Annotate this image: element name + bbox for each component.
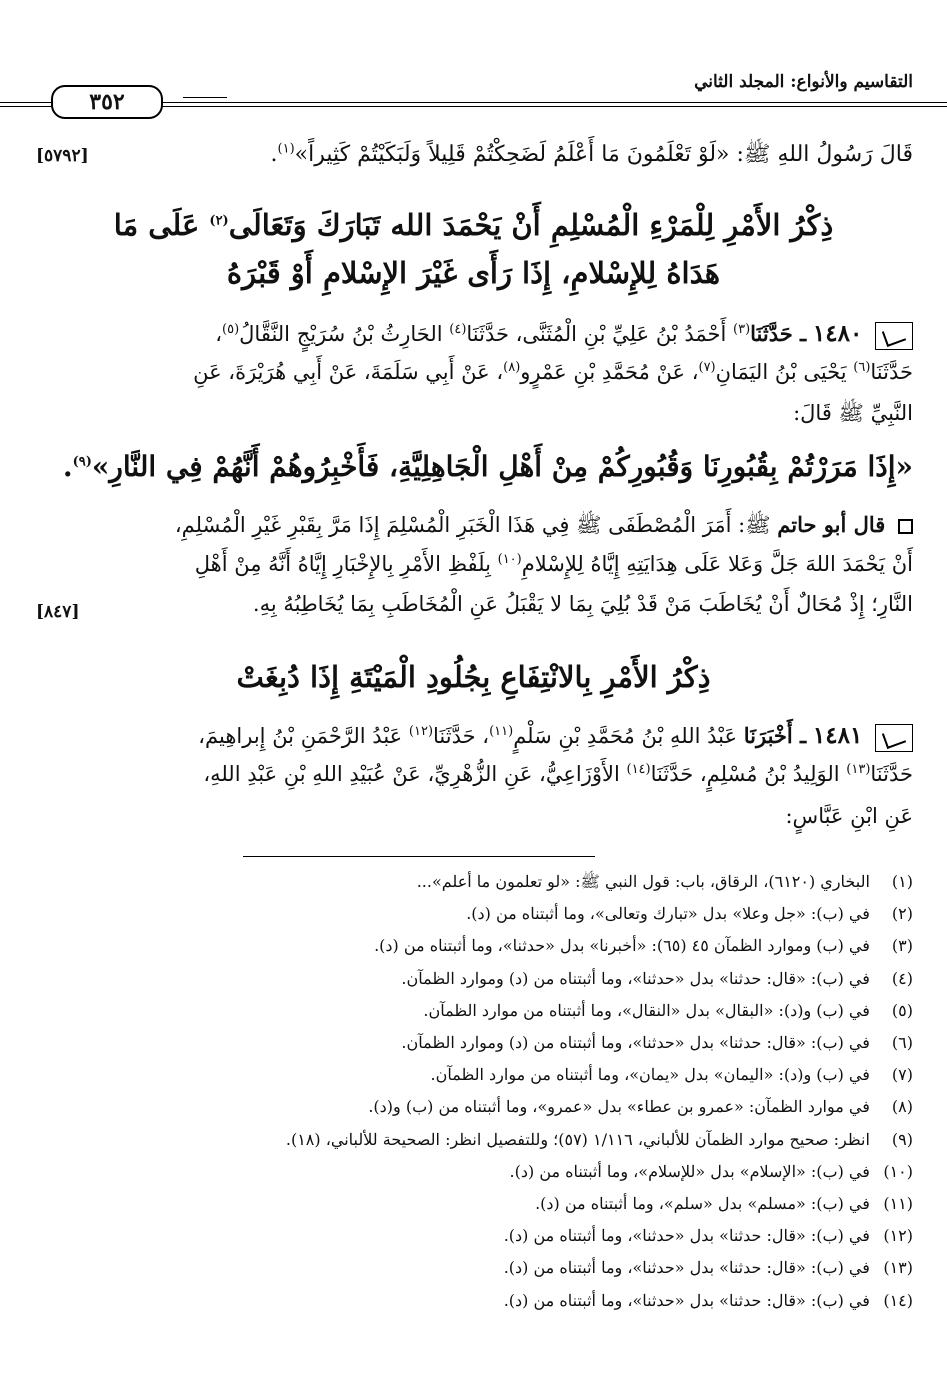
footnote-text: في (ب): «قال: حدثنا» بدل «حدثنا»، وما أثبتناه من (د) وموارد الظمآن. — [401, 968, 870, 988]
footnote-marker: (١٠) — [497, 552, 522, 567]
hadith-1480-chain-line-1 — [34, 320, 913, 350]
chain-text: الحَارِثُ بْنُ سُرَيْجٍ النَّقَّالُ — [239, 322, 443, 346]
footnote — [40, 1162, 913, 1181]
footnote — [40, 1194, 913, 1213]
footnote-text: في (ب): «الإسلام» بدل «للإسلام»، وما أثبتناه من (د). — [509, 1161, 870, 1181]
hadith-1481-chain-line-3: عَنِ ابْنِ عَبَّاسٍ: — [785, 804, 913, 828]
footnote-marker: (٢) — [209, 213, 229, 229]
footnote-number: (٤) — [891, 968, 913, 988]
footnote — [40, 904, 913, 923]
footnote-separator — [243, 856, 595, 857]
chain-text: أَحْمَدُ بْنُ عَلِيِّ بْنِ الْمُثَنَّى، حَدَّثَنَا — [466, 322, 727, 346]
footnote-number: (١٢) — [883, 1226, 913, 1246]
footnote-marker: (٤) — [449, 322, 467, 337]
chain-text: الأَوْزَاعِيُّ، عَنِ الزُّهْرِيِّ، عَنْ عُبَيْدِ اللهِ بْنِ عَبْدِ اللهِ، — [203, 762, 620, 786]
chain-text: ، عَنْ أَبِي سَلَمَةَ، عَنْ أَبِي هُرَيْرَةَ، عَنِ — [193, 360, 504, 384]
footnote — [40, 1130, 913, 1149]
chain-text: ، عَنْ مُحَمَّدِ بْنِ عَمْرٍو — [520, 360, 699, 384]
footnote-marker: (١١) — [489, 724, 514, 739]
footnote-number: (٣) — [891, 936, 913, 956]
footnote-number: (٨) — [891, 1097, 913, 1117]
footnote — [40, 936, 913, 955]
footnote — [40, 1033, 913, 1052]
footnote-marker: (٩) — [72, 454, 92, 470]
hadith-reference: [٥٧٩٢] — [36, 146, 89, 166]
footnote — [40, 1097, 913, 1116]
commentary-line-3: النَّارِ؛ إِذْ مُحَالٌ أَنْ يُخَاطَبَ مَنْ قَدْ بُلِيَ بِمَا لا يَقْبَلُ عَنِ الْمُخَاطَبِ بِمَا يُخَاطِبُهُ بِهِ. — [252, 592, 913, 616]
commentary-text: بِلَفْظِ الأَمْرِ بِالإِخْبَارِ إِيَّاهُ أَنَّهُ مِنْ أَهْلِ — [194, 552, 491, 576]
footnote-number: (١٤) — [883, 1290, 913, 1310]
footnote-number: (١) — [891, 872, 913, 891]
footnote-number: (٦) — [891, 1033, 913, 1052]
chain-text: عَبْدُ الرَّحْمَنِ بْنُ إِبراهِيمَ، — [198, 724, 403, 748]
footnote-number: (٧) — [891, 1065, 913, 1085]
footnote-text: في (ب): «قال: حدثنا» بدل «حدثنا»، وما أثبتناه من (د). — [503, 1290, 870, 1310]
footnote-text: انظر: صحيح موارد الظمآن للألباني، ١/١١٦ (٥٧)؛ وللتفصيل انظر: الصحيحة للألباني، (١٨). — [285, 1129, 870, 1149]
chain-text: يَحْيَى بْنُ اليَمَانِ — [715, 360, 847, 384]
page-number: ٣٥٢ — [51, 85, 163, 119]
chain-text: عَبْدُ اللهِ بْنُ مُحَمَّدِ بْنِ سَلْمٍ — [513, 724, 738, 748]
commentary-line-2 — [34, 552, 913, 576]
hadith-1481-chain-line-1 — [34, 722, 913, 752]
intro-text: قَالَ رَسُولُ اللهِ ﷺ: «لَوْ تَعْلَمُونَ مَا أَعْلَمُ لَضَحِكْتُمْ قَلِيلاً وَلَبَكَيْتُمْ كَثِيراً» — [294, 142, 913, 167]
heading-text: ذِكْرُ الأَمْرِ لِلْمَرْءِ الْمُسْلِمِ أَنْ يَحْمَدَ الله تَبَارَكَ وَتَعَالَى — [228, 208, 834, 242]
footnote — [40, 1258, 913, 1277]
footnote — [40, 1065, 913, 1084]
footnote-text: في (ب) و(د): «اليمان» بدل «يمان»، وما أثبتناه من موارد الظمآن. — [430, 1065, 870, 1085]
footnote-number: (١١) — [883, 1194, 913, 1213]
running-header-title: التقاسيم والأنواع: المجلد الثاني — [694, 72, 913, 92]
footnote — [40, 1226, 913, 1245]
chain-text: حَدَّثَنَا — [870, 360, 913, 384]
footnote-number: (٥) — [891, 1000, 913, 1020]
footnote — [40, 1291, 913, 1310]
commentary-line-1 — [34, 512, 913, 543]
footnote-marker: (١٣) — [846, 762, 871, 777]
footnote-marker: (٧) — [698, 360, 716, 375]
footnote-marker: (٨) — [503, 360, 521, 375]
footnote — [40, 1001, 913, 1020]
chain-text: الوَلِيدُ بْنُ مُسْلِمٍ، حَدَّثَنَا — [650, 762, 840, 786]
footnote-text: في (ب): «قال: حدثنا» بدل «حدثنا»، وما أثبتناه من (د) وموارد الظمآن. — [401, 1033, 870, 1052]
hadith-1480-text — [34, 450, 913, 483]
intro-line — [34, 140, 913, 172]
footnote-text: البخاري (٦١٢٠)، الرقاق، باب: قول النبي ﷺ: «لو تعلمون ما أعلم»... — [416, 872, 870, 891]
commentary-square-icon — [898, 519, 913, 534]
hadith-number: ١٤٨٠ — [812, 320, 863, 347]
chain-verb: ـ حَدَّثَنَا — [750, 321, 807, 346]
footnote — [40, 872, 913, 895]
footnote-number: (١٣) — [883, 1258, 913, 1278]
section-heading-2: ذِكْرُ الأَمْرِ بِالانْتِفَاعِ بِجُلُودِ الْمَيْتَةِ إِذَا دُبِغَتْ — [236, 660, 711, 694]
chain-verb: ـ أَخْبَرَنَا — [743, 723, 807, 748]
footnote-marker: (١٤) — [626, 762, 651, 777]
footnote-text: في (ب): «مسلم» بدل «سلم»، وما أثبتناه من (د). — [535, 1194, 870, 1213]
footnote-marker: (٦) — [853, 360, 871, 375]
footnote-marker: (٥) — [222, 322, 240, 337]
footnote-text: في (ب): «جل وعلا» بدل «تبارك وتعالى»، وما أثبتناه من (د). — [466, 904, 870, 924]
hadith-matn: «إِذَا مَرَرْتُمْ بِقُبُورِنَا وَقُبُورِكُمْ مِنْ أَهْلِ الْجَاهِلِيَّةِ، فَأَخْبِرُوهُمْ أَنَّهُمْ فِي النَّارِ» — [91, 450, 913, 483]
chain-text: حَدَّثَنَا — [870, 762, 913, 786]
section-heading-1-line-1 — [40, 208, 907, 242]
footnote-number: (١٠) — [883, 1161, 913, 1181]
footnote-marker: (٣) — [733, 322, 751, 337]
footnote — [40, 969, 913, 988]
chain-text: ، حَدَّثَنَا — [433, 724, 490, 748]
section-heading-1-line-2: هَدَاهُ لِلإِسْلامِ، إِذَا رَأَى غَيْرَ الإِسْلامِ أَوْ قَبْرَهُ — [226, 256, 721, 290]
heading-text-end: عَلَى مَا — [113, 208, 200, 242]
hadith-1480-chain-line-3: النَّبِيِّ ﷺ قَالَ: — [793, 401, 913, 425]
footnote-text: في (ب) و(د): «البقال» بدل «النقال»، وما أثبتناه من موارد الظمآن. — [423, 1000, 870, 1020]
hadith-end: . — [62, 450, 73, 483]
footnote-text: في (ب) وموارد الظمآن ٤٥ (٦٥): «أخبرنا» بدل «حدثنا»، وما أثبتناه من (د). — [374, 936, 870, 956]
footnote-marker: (١) — [277, 141, 295, 157]
footnote-text: في (ب): «قال: حدثنا» بدل «حدثنا»، وما أثبتناه من (د). — [503, 1226, 870, 1246]
chain-text: ، — [215, 322, 223, 346]
page-number-frame — [35, 83, 227, 121]
footnote-text: في (ب): «قال: حدثنا» بدل «حدثنا»، وما أثبتناه من (د). — [503, 1258, 870, 1278]
footnote-number: (٢) — [891, 904, 913, 924]
commentary-text: ﷺ: أَمَرَ الْمُصْطَفَى ﷺ فِي هَذَا الْخَبَرِ الْمُسْلِمَ إِذَا مَرَّ بِقَبْرِ غَيْرِ الْمُسْلِمِ، — [174, 513, 771, 537]
hadith-marker-icon — [875, 322, 913, 350]
hadith-marker-icon — [875, 724, 913, 752]
hadith-1480-chain-line-2 — [34, 360, 913, 384]
commentary-reference: [٨٤٧] — [36, 602, 80, 622]
commentary-lead: قال أبو حاتم — [777, 512, 886, 537]
footnote-marker: (١٢) — [408, 724, 434, 739]
footnote-text: في موارد الظمآن: «عمرو بن عطاء» بدل «عمرو»، وما أثبتناه من (ب) و(د). — [368, 1097, 870, 1117]
commentary-text: أَنْ يَحْمَدَ اللهَ جَلَّ وَعَلا عَلَى هِدَايَتِهِ إِيَّاهُ لِلإِسْلامِ — [521, 552, 913, 576]
footnote-number: (٩) — [891, 1129, 913, 1149]
intro-end: . — [270, 142, 278, 167]
hadith-1481-chain-line-2 — [34, 762, 913, 786]
hadith-number: ١٤٨١ — [812, 722, 863, 749]
